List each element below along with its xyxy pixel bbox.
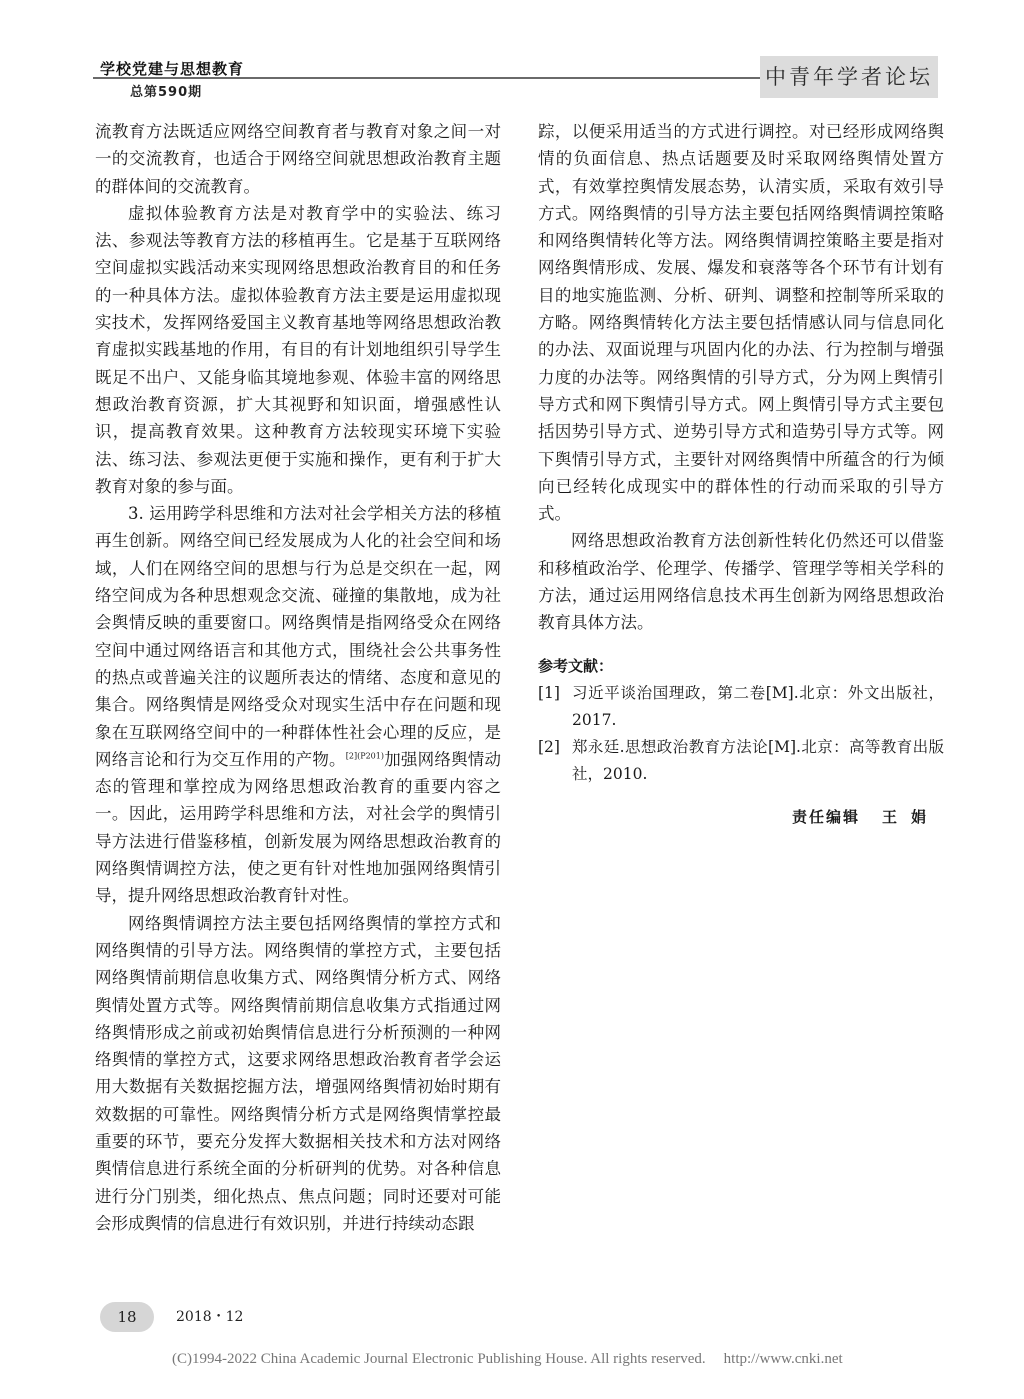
responsible-editor (538, 806, 944, 827)
section-tag: 中青年学者论坛 (760, 56, 938, 98)
paragraph: 踪，以便采用适当的方式进行调控。对已经形成网络舆情的负面信息、热点话题要及时采取网络舆情处置方式，有效掌控舆情发展态势，认清实质，采取有效引导方式。网络舆情的引导方法主要包括网络舆情调控策略和网络舆情转化等方法。网络舆情调控策略主要是指对网络舆情形成、发展、爆发和衰落等各个环节有计划有目的地实施监测、分析、研判、调整和控制等所采取的方略。网络舆情转化方法主要包括情感认同与信息同化的办法、双面说理与巩固内化的办法、行为控制与增强力度的办法等。网络舆情的引导方式，分为网上舆情引导方式和网下舆情引导方式。网上舆情引导方式主要包括因势引导方式、逆势引导方式和造势引导方式等。网下舆情引导方式，主要针对网络舆情中所蕴含的行为倾向已经转化成现实中的群体性的行动而采取的引导方式。 (538, 122, 944, 524)
paragraph: 流教育方法既适应网络空间教育者与教育对象之间一对一的交流教育，也适合于网络空间就思想政治教育主题的群体间的交流教育。 (95, 122, 501, 196)
issue-number: 总第590期 (130, 85, 203, 100)
cnki-url[interactable]: http://www.cnki.net (723, 1351, 843, 1367)
copyright-text: (C)1994-2022 China Academic Journal Electronic Publishing House. All rights reserved. (172, 1351, 706, 1367)
page-number: 18 (100, 1302, 154, 1332)
paragraph: 虚拟体验教育方法是对教育学中的实验法、练习法、参观法等教育方法的移植再生。它是基于互联网络空间虚拟实践活动来实现网络思想政治教育目的和任务的一种具体方法。虚拟体验教育方法主要是运用虚拟现实技术，发挥网络爱国主义教育基地等网络思想政治教育虚拟实践基地的作用，有目的有计划地组织引导学生既足不出户、又能身临其境地参观、体验丰富的网络思想政治教育资源，扩大其视野和知识面，增强感性认识，提高教育效果。这种教育方法较现实环境下实验法、练习法、参观法更便于实施和操作，更有利于扩大教育对象的参与面。 (95, 203, 501, 496)
editor-label: 责任编辑 (791, 807, 860, 826)
reference-item (538, 680, 944, 734)
reference-text: 郑永廷.思想政治教育方法论[M].北京：高等教育出版社，2010. (572, 737, 944, 783)
paragraph: 网络思想政治教育方法创新性转化仍然还可以借鉴和移植政治学、伦理学、传播学、管理学等相关学科的方法，通过运用网络信息技术再生创新为网络思想政治教育具体方法。 (538, 531, 944, 633)
paragraph-text: 加强网络舆情动态的管理和掌控成为网络思想政治教育的重要内容之一。因此，运用跨学科思维和方法，对社会学的舆情引导方法进行借鉴移植，创新发展为网络思想政治教育的网络舆情调控方法，使之更有针对性地加强网络舆情引导，提升网络思想政治教育针对性。 (95, 749, 502, 906)
reference-item (538, 734, 944, 788)
citation-marker: [2](P201) (345, 751, 384, 761)
reference-number: [2] (538, 737, 560, 756)
copyright-notice (172, 1351, 843, 1368)
right-column (538, 118, 944, 827)
reference-text: 习近平谈治国理政，第二卷[M].北京：外文出版社，2017. (572, 683, 944, 729)
references-heading: 参考文献： (538, 656, 614, 675)
issue-date: 2018・12 (176, 1309, 244, 1325)
journal-title: 学校党建与思想教育 (100, 60, 245, 78)
paragraph-text: 3. 运用跨学科思维和方法对社会学相关方法的移植再生创新。网络空间已经发展成为人化的社会空间和场域，人们在网络空间的思想与行为总是交织在一起，网络空间成为各种思想观念交流、碰撞的集散地，成为社会舆情反映的重要窗口。网络舆情是指网络受众在网络空间中通过网络语言和其他方式，围绕社会公共事务性的热点或普遍关注的议题所表达的情绪、态度和意见的集合。网络舆情是网络受众对现实生活中存在问题和现象在互联网络空间中的一种群体性社会心理的反应，是网络言论和行为交互作用的产物。 (95, 504, 501, 769)
reference-number: [1] (538, 683, 560, 702)
paragraph (95, 500, 501, 909)
paragraph: 网络舆情调控方法主要包括网络舆情的掌控方式和网络舆情的引导方法。网络舆情的掌控方式，主要包括网络舆情前期信息收集方式、网络舆情分析方式、网络舆情处置方式等。网络舆情前期信息收集方式指通过网络舆情形成之前或初始舆情信息进行分析预测的一种网络舆情的掌控方式，这要求网络思想政治教育者学会运用大数据有关数据挖掘方法，增强网络舆情初始时期有效数据的可靠性。网络舆情分析方式是网络舆情掌控最重要的环节，要充分发挥大数据相关技术和方法对网络舆情信息进行系统全面的分析研判的优势。对各种信息进行分门别类，细化热点、焦点问题；同时还要对可能会形成舆情的信息进行有效识别，并进行持续动态跟 (95, 913, 501, 1233)
left-column (95, 118, 501, 1237)
editor-name: 王娟 (881, 807, 940, 826)
